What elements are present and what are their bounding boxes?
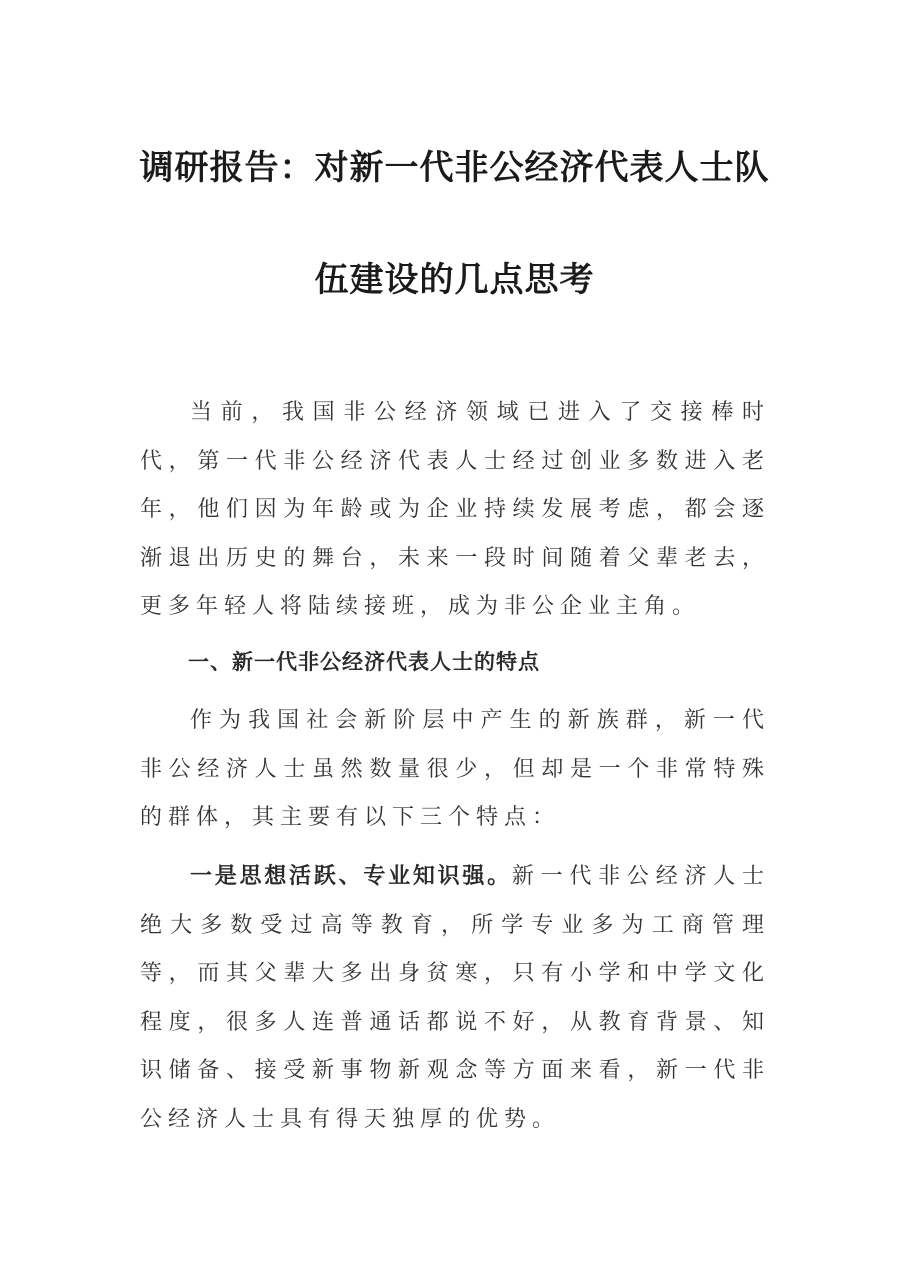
- document-title-line-1: 调研报告：对新一代非公经济代表人士队: [139, 148, 770, 188]
- section-intro-paragraph: 作为我国社会新阶层中产生的新族群，新一代非公经济人士虽然数量很少，但却是一个非常特殊的群体，其主要有以下三个特点：: [140, 708, 770, 830]
- intro-paragraph: 当前，我国非公经济领域已进入了交接棒时代，第一代非公经济代表人士经过创业多数进入老年，他们因为年龄或为企业持续发展考虑，都会逐渐退出历史的舞台，未来一段时间随着父辈老去，更多年轻人将陆续接班，成为非公企业主角。: [140, 400, 770, 619]
- section-heading-1: 一、新一代非公经济代表人士的特点: [188, 650, 540, 674]
- point-one-body: 新一代非公经济人士绝大多数受过高等教育，所学专业多为工商管理等，而其父辈大多出身贫寒，只有小学和中学文化程度，很多人连普通话都说不好，从教育背景、知识储备、接受新事物新观念等方面来看，新一代非公经济人士具有得天独厚的优势。: [140, 864, 770, 1132]
- point-one-lead: 一是思想活跃、专业知识强。: [190, 864, 512, 889]
- point-one-paragraph: [140, 853, 770, 1144]
- document-title-line-2: 伍建设的几点思考: [314, 260, 595, 300]
